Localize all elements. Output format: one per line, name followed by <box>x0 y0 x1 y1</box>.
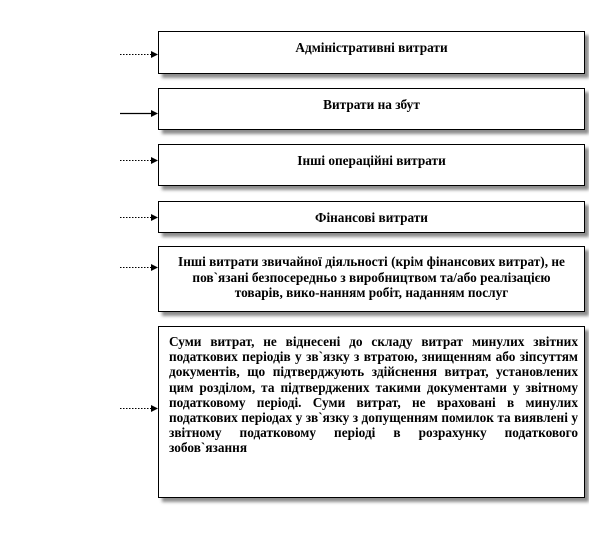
box-other-operating-expenses-label: Інші операційні витрати <box>297 153 446 168</box>
box-other-operating-expenses <box>158 144 585 186</box>
box-administrative-expenses-label: Адміністративні витрати <box>295 40 448 55</box>
box-unattributed-expenses-label: Суми витрат, не віднесені до складу витрат минулих звітних податкових періодів у зв`язку з втратою, знищенням або зіпсуттям документів, що підтверджують здійснення витрат, установлених цим розділом, та підтверджених такими документами у звітному податковому періоді. Суми витрат, не враховані в минулих податкових періодах у зв`язку з допущенням помилок та виявлені у звітному податковому періоді в розрахунку податкового зобов`язання <box>169 334 578 456</box>
box-financial-expenses-label: Фінансові витрати <box>315 210 428 225</box>
box-selling-expenses <box>158 88 585 130</box>
box-financial-expenses <box>158 201 585 233</box>
box-other-ordinary-expenses <box>158 246 585 312</box>
arrow-selling-expenses <box>120 109 158 118</box>
arrow-administrative-expenses <box>120 50 158 59</box>
box-other-ordinary-expenses-label: Інші витрати звичайної діяльності (крім фінансових витрат), не пов`язані безпосередньо з виробництвом та/або реалізацією товарів, вико-нанням робіт, наданням послуг <box>178 254 565 300</box>
arrow-financial-expenses <box>120 213 158 222</box>
arrow-other-operating-expenses <box>120 156 158 165</box>
box-unattributed-expenses <box>158 326 585 498</box>
arrow-unattributed-expenses <box>120 404 158 413</box>
box-selling-expenses-label: Витрати на збут <box>323 97 420 112</box>
box-administrative-expenses <box>158 31 585 74</box>
arrow-other-ordinary-expenses <box>120 263 158 272</box>
